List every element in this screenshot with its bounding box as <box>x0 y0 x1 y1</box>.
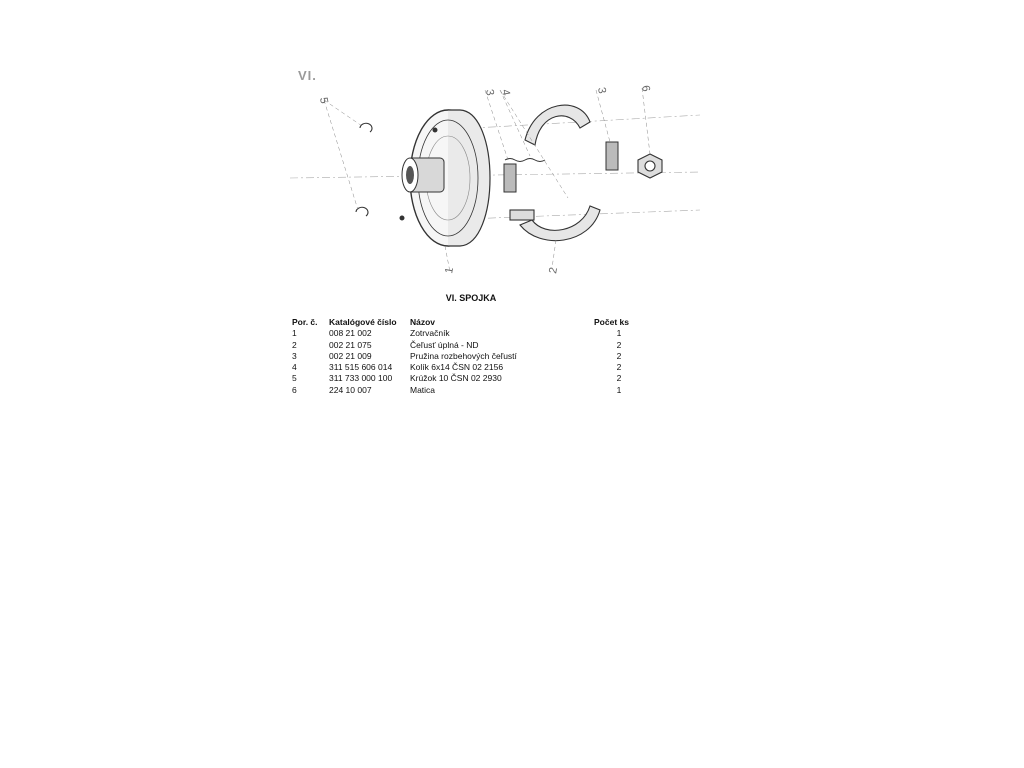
callout-label: 3 <box>595 86 608 95</box>
cell-por: 4 <box>292 362 297 373</box>
table-row <box>292 362 644 373</box>
col-header-catalog: Katalógové číslo <box>329 317 397 327</box>
cell-name: Kolík 6x14 ČSN 02 2156 <box>410 362 504 373</box>
cell-count: 2 <box>616 339 622 350</box>
col-header-count: Počet ks <box>594 317 629 327</box>
cell-count: 1 <box>616 328 622 339</box>
col-header-por: Por. č. <box>292 317 318 327</box>
table-header-row <box>292 317 644 328</box>
page-title: VI. SPOJKA <box>445 293 497 303</box>
col-header-name: Názov <box>410 317 436 327</box>
exploded-clutch-diagram <box>290 60 710 285</box>
nut-part <box>638 154 662 178</box>
callout-label: 3 <box>483 88 496 97</box>
table-row <box>292 373 644 384</box>
table-row <box>292 328 644 339</box>
callout-label: 5 <box>317 96 330 105</box>
cell-name: Krúžok 10 ČSN 02 2930 <box>410 373 502 384</box>
callout-label: 1 <box>443 266 457 275</box>
table-row <box>292 385 644 396</box>
cell-name: Čeľusť úplná - ND <box>410 339 479 350</box>
section-marker: VI. <box>298 68 317 83</box>
callout-label: 6 <box>639 84 652 93</box>
cell-name: Pružina rozbehových čeľustí <box>410 350 517 361</box>
cell-por: 5 <box>292 373 297 384</box>
cell-count: 2 <box>616 362 622 373</box>
cell-por: 2 <box>292 339 297 350</box>
flywheel-part <box>400 110 490 246</box>
table-row <box>292 340 644 351</box>
cell-catalog: 002 21 075 <box>329 339 372 350</box>
table-row <box>292 351 644 362</box>
cell-por: 3 <box>292 350 297 361</box>
cell-name: Matica <box>410 384 436 395</box>
cell-count: 1 <box>616 384 622 395</box>
parts-table <box>292 317 644 396</box>
cell-catalog: 008 21 002 <box>329 328 372 339</box>
cell-catalog: 311 515 606 014 <box>329 362 393 373</box>
cell-catalog: 311 733 000 100 <box>329 373 393 384</box>
cell-por: 1 <box>292 328 297 339</box>
cell-count: 2 <box>616 350 622 361</box>
cell-name: Zotrvačník <box>410 328 450 339</box>
circlip-part <box>356 123 372 216</box>
cell-catalog: 002 21 009 <box>329 350 372 361</box>
callout-label: 2 <box>547 266 561 275</box>
callout-label: 4 <box>499 88 512 97</box>
cell-catalog: 224 10 007 <box>329 384 372 395</box>
cell-por: 6 <box>292 384 297 395</box>
cell-count: 2 <box>616 373 622 384</box>
spring-part <box>504 142 618 192</box>
